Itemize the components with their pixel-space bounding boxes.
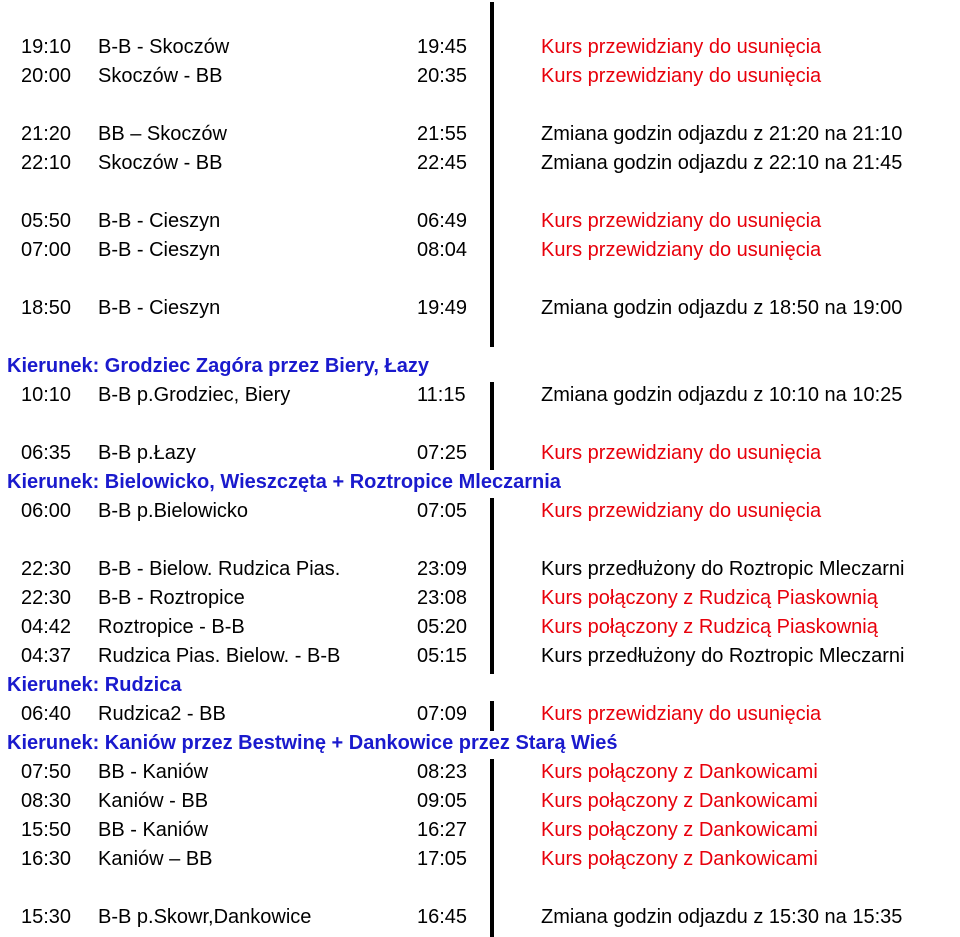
route-name: Skoczów - BB — [98, 65, 223, 87]
change-note: Kurs połączony z Dankowicami — [541, 761, 818, 783]
change-note: Kurs przedłużony do Roztropic Mleczarni — [541, 645, 905, 667]
timetable-row — [0, 555, 960, 584]
change-note: Kurs przewidziany do usunięcia — [541, 239, 822, 261]
timetable-row — [0, 120, 960, 149]
departure-time: 22:10 — [21, 152, 72, 174]
arrival-time: 07:25 — [417, 442, 468, 464]
change-note: Kurs przewidziany do usunięcia — [541, 210, 822, 232]
direction-heading: Kierunek: Kaniów przez Bestwinę + Dankowice przez Starą Wieś — [7, 732, 618, 754]
change-note: Kurs połączony z Dankowicami — [541, 790, 818, 812]
timetable-row — [0, 758, 960, 787]
column-divider — [490, 759, 494, 937]
direction-heading: Kierunek: Rudzica — [7, 674, 182, 696]
arrival-time: 08:23 — [417, 761, 468, 783]
route-name: B-B p.Bielowicko — [98, 500, 249, 522]
route-name: Kaniów - BB — [98, 790, 209, 812]
change-note: Kurs połączony z Rudzicą Piaskownią — [541, 616, 878, 638]
change-note: Kurs przewidziany do usunięcia — [541, 703, 822, 725]
timetable-row — [0, 33, 960, 62]
route-name: B-B - Cieszyn — [98, 297, 221, 319]
arrival-time: 08:04 — [417, 239, 468, 261]
change-note: Kurs połączony z Rudzicą Piaskownią — [541, 587, 878, 609]
arrival-time: 05:20 — [417, 616, 468, 638]
arrival-time: 23:08 — [417, 587, 468, 609]
departure-time: 06:00 — [21, 500, 72, 522]
change-note: Kurs przewidziany do usunięcia — [541, 65, 822, 87]
departure-time: 06:35 — [21, 442, 72, 464]
route-name: B-B p.Łazy — [98, 442, 196, 464]
route-name: BB - Kaniów — [98, 761, 209, 783]
route-name: B-B - Cieszyn — [98, 239, 221, 261]
departure-time: 18:50 — [21, 297, 72, 319]
change-note: Kurs połączony z Dankowicami — [541, 819, 818, 841]
route-name: Kaniów – BB — [98, 848, 213, 870]
timetable-row — [0, 613, 960, 642]
route-name: Rudzica2 - BB — [98, 703, 226, 725]
route-name: Rudzica Pias. Bielow. - B-B — [98, 645, 341, 667]
route-name: Roztropice - B-B — [98, 616, 245, 638]
timetable-row — [0, 787, 960, 816]
departure-time: 06:40 — [21, 703, 72, 725]
column-divider — [490, 2, 494, 347]
arrival-time: 11:15 — [417, 384, 466, 406]
departure-time: 15:50 — [21, 819, 72, 841]
arrival-time: 23:09 — [417, 558, 468, 580]
departure-time: 20:00 — [21, 65, 72, 87]
timetable-row — [0, 439, 960, 468]
departure-time: 22:30 — [21, 587, 72, 609]
departure-time: 07:50 — [21, 761, 72, 783]
route-name: B-B - Cieszyn — [98, 210, 221, 232]
timetable-row — [0, 381, 960, 410]
direction-heading: Kierunek: Grodziec Zagóra przez Biery, Łazy — [7, 355, 429, 377]
departure-time: 19:10 — [21, 36, 72, 58]
change-note: Kurs przewidziany do usunięcia — [541, 500, 822, 522]
departure-time: 05:50 — [21, 210, 72, 232]
column-divider — [490, 701, 494, 731]
arrival-time: 16:45 — [417, 906, 468, 928]
change-note: Kurs przewidziany do usunięcia — [541, 36, 822, 58]
departure-time: 07:00 — [21, 239, 72, 261]
route-name: B-B - Skoczów — [98, 36, 230, 58]
arrival-time: 07:09 — [417, 703, 468, 725]
arrival-time: 20:35 — [417, 65, 468, 87]
route-name: BB - Kaniów — [98, 819, 209, 841]
route-name: B-B p.Skowr,Dankowice — [98, 906, 312, 928]
timetable-row — [0, 236, 960, 265]
arrival-time: 05:15 — [417, 645, 468, 667]
change-note: Kurs połączony z Dankowicami — [541, 848, 818, 870]
timetable-row — [0, 700, 960, 729]
arrival-time: 07:05 — [417, 500, 468, 522]
timetable-row — [0, 642, 960, 671]
timetable-row — [0, 207, 960, 236]
arrival-time: 06:49 — [417, 210, 468, 232]
column-divider — [490, 382, 494, 470]
arrival-time: 09:05 — [417, 790, 468, 812]
timetable-row — [0, 584, 960, 613]
arrival-time: 17:05 — [417, 848, 468, 870]
route-name: B-B - Roztropice — [98, 587, 245, 609]
timetable-row — [0, 294, 960, 323]
departure-time: 04:37 — [21, 645, 72, 667]
arrival-time: 22:45 — [417, 152, 468, 174]
departure-time: 15:30 — [21, 906, 72, 928]
timetable-row — [0, 149, 960, 178]
timetable-row — [0, 903, 960, 932]
departure-time: 04:42 — [21, 616, 72, 638]
departure-time: 21:20 — [21, 123, 72, 145]
change-note: Zmiana godzin odjazdu z 10:10 na 10:25 — [541, 384, 903, 406]
change-note: Zmiana godzin odjazdu z 15:30 na 15:35 — [541, 906, 903, 928]
timetable-row — [0, 845, 960, 874]
departure-time: 10:10 — [21, 384, 72, 406]
route-name: Skoczów - BB — [98, 152, 223, 174]
direction-heading: Kierunek: Bielowicko, Wieszczęta + Roztropice Mleczarnia — [7, 471, 561, 493]
change-note: Zmiana godzin odjazdu z 18:50 na 19:00 — [541, 297, 903, 319]
arrival-time: 19:49 — [417, 297, 468, 319]
timetable-row — [0, 497, 960, 526]
arrival-time: 16:27 — [417, 819, 468, 841]
change-note: Zmiana godzin odjazdu z 21:20 na 21:10 — [541, 123, 903, 145]
departure-time: 22:30 — [21, 558, 72, 580]
change-note: Zmiana godzin odjazdu z 22:10 na 21:45 — [541, 152, 903, 174]
departure-time: 08:30 — [21, 790, 72, 812]
departure-time: 16:30 — [21, 848, 72, 870]
timetable-row — [0, 62, 960, 91]
change-note: Kurs przewidziany do usunięcia — [541, 442, 822, 464]
route-name: B-B - Bielow. Rudzica Pias. — [98, 558, 341, 580]
arrival-time: 21:55 — [417, 123, 468, 145]
arrival-time: 19:45 — [417, 36, 468, 58]
change-note: Kurs przedłużony do Roztropic Mleczarni — [541, 558, 905, 580]
route-name: BB – Skoczów — [98, 123, 227, 145]
column-divider — [490, 498, 494, 674]
route-name: B-B p.Grodziec, Biery — [98, 384, 291, 406]
timetable-row — [0, 816, 960, 845]
